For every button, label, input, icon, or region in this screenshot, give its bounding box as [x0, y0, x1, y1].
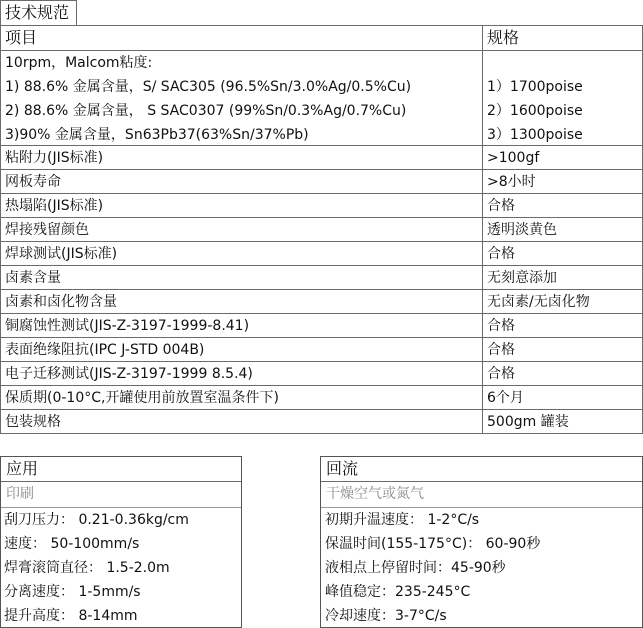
row-item: 粘附力(JIS标准)	[5, 150, 104, 166]
reflow-line: 冷却速度：3-7°C/s	[325, 608, 447, 624]
row-item: 表面绝缘阻抗(IPC J-STD 004B)	[5, 342, 205, 358]
row-spec: 透明淡黄色	[487, 222, 557, 238]
row-line	[0, 50, 643, 51]
row-line	[0, 409, 643, 410]
application-line: 分离速度： 1-5mm/s	[4, 584, 141, 600]
row-line	[0, 313, 643, 314]
viscosity-spec-line: 2）1600poise	[487, 103, 583, 119]
row-item: 焊接残留颜色	[5, 222, 89, 238]
row-item: 包装规格	[5, 414, 61, 430]
reflow-line: 初期升温速度： 1-2°C/s	[325, 512, 480, 528]
row-spec: 合格	[487, 246, 515, 262]
panel-divider	[1, 481, 241, 482]
row-item: 铜腐蚀性测试(JIS-Z-3197-1999-8.41)	[5, 318, 250, 334]
application-panel	[0, 456, 242, 628]
viscosity-item-line: 2) 88.6% 金属含量， S SAC0307 (99%Sn/0.3%Ag/0.7%Cu)	[5, 103, 407, 119]
row-spec: >8小时	[487, 174, 536, 190]
row-item: 电子迁移测试(JIS-Z-3197-1999 8.5.4)	[5, 366, 253, 382]
row-line	[0, 217, 643, 218]
application-line: 提升高度： 8-14mm	[4, 608, 138, 624]
row-item: 保质期(0-10°C,开罐使用前放置室温条件下)	[5, 390, 279, 406]
column-header-item: 项目	[5, 28, 38, 47]
row-line	[0, 361, 643, 362]
row-spec: 合格	[487, 318, 515, 334]
application-title: 应用	[6, 459, 39, 478]
viscosity-spec-line: 1）1700poise	[487, 79, 583, 95]
row-line	[0, 193, 643, 194]
table-title: 技术规范	[5, 3, 70, 22]
panel-divider	[321, 481, 642, 482]
viscosity-item-line: 3)90% 金属含量，Sn63Pb37(63%Sn/37%Pb)	[5, 127, 309, 143]
row-spec: 无刻意添加	[487, 270, 557, 286]
row-line	[0, 337, 643, 338]
row-line	[0, 241, 643, 242]
row-line	[0, 289, 643, 290]
reflow-line: 液相点上停留时间：45-90秒	[325, 560, 506, 576]
reflow-panel	[320, 456, 643, 628]
row-spec: 合格	[487, 198, 515, 214]
reflow-subtitle: 干燥空气或氮气	[326, 486, 424, 502]
row-line	[0, 385, 643, 386]
row-spec: 合格	[487, 366, 515, 382]
application-line: 刮刀压力： 0.21-0.36kg/cm	[4, 512, 189, 528]
panel-divider	[321, 507, 642, 508]
application-line: 焊膏滚筒直径： 1.5-2.0m	[4, 560, 170, 576]
application-subtitle: 印刷	[6, 486, 34, 502]
viscosity-item-line: 10rpm，Malcom粘度:	[5, 55, 153, 71]
row-item: 焊球测试(JIS标准)	[5, 246, 118, 262]
row-spec: 6个月	[487, 390, 524, 406]
row-item: 卤素含量	[5, 270, 61, 286]
row-item: 网板寿命	[5, 174, 61, 190]
row-spec: >100gf	[487, 150, 540, 166]
row-spec: 无卤素/无卤化物	[487, 294, 590, 310]
table-column-divider	[482, 25, 483, 434]
row-line	[0, 169, 643, 170]
row-item: 卤素和卤化物含量	[5, 294, 117, 310]
row-spec: 合格	[487, 342, 515, 358]
title-border-top	[0, 0, 77, 1]
row-line	[0, 145, 643, 146]
viscosity-spec-line: 3）1300poise	[487, 127, 583, 143]
reflow-line: 保温时间(155-175°C)： 60-90秒	[325, 536, 541, 552]
reflow-line: 峰值稳定：235-245°C	[325, 584, 471, 600]
panel-divider	[1, 507, 241, 508]
column-header-spec: 规格	[487, 28, 520, 47]
row-line	[0, 265, 643, 266]
row-item: 热塌陷(JIS标准)	[5, 198, 104, 214]
row-line	[0, 25, 643, 26]
viscosity-item-line: 1) 88.6% 金属含量，S/ SAC305 (96.5%Sn/3.0%Ag/0.5%Cu)	[5, 79, 412, 95]
title-border-right	[76, 0, 77, 26]
reflow-title: 回流	[326, 459, 359, 478]
application-line: 速度： 50-100mm/s	[4, 536, 140, 552]
row-spec: 500gm 罐装	[487, 414, 569, 430]
row-line	[0, 433, 643, 434]
